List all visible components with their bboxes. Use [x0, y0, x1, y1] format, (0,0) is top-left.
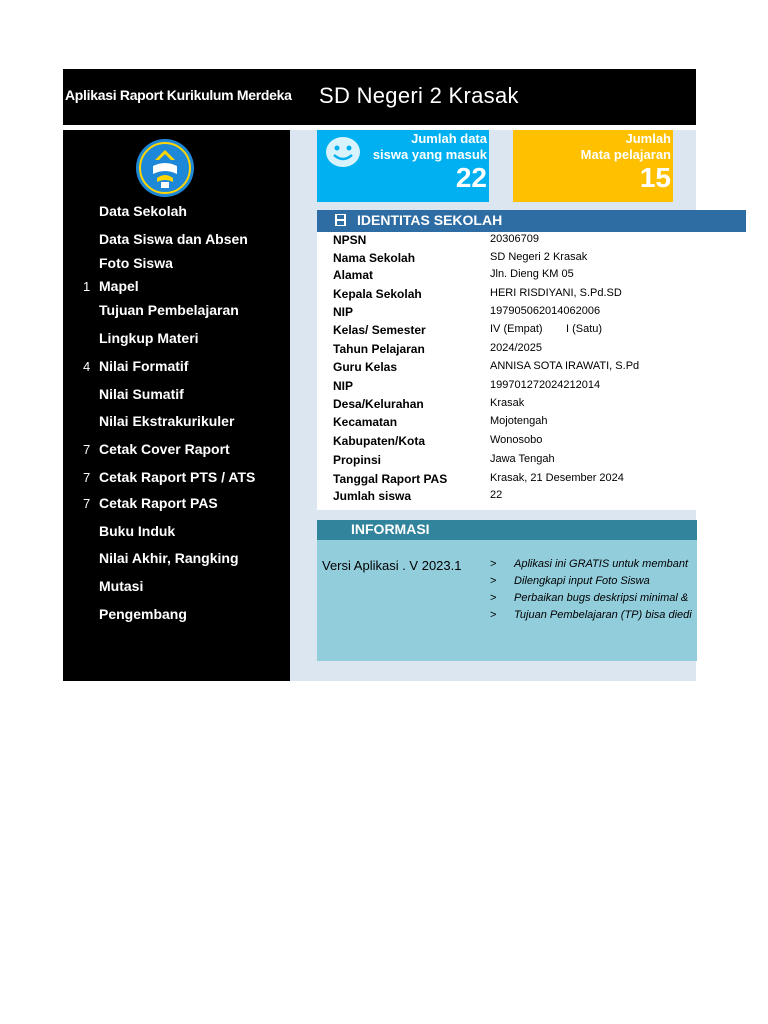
menu-lingkup-materi[interactable]: [83, 330, 199, 346]
menu-label: Nilai Formatif: [99, 358, 189, 374]
mapel-icon: 1: [83, 278, 91, 294]
menu-nilai-formatif[interactable]: [83, 358, 188, 374]
school-name: SD Negeri 2 Krasak: [319, 83, 519, 108]
info-notes: [490, 558, 696, 628]
card-mapel-line2: Mata pelajaran: [580, 147, 671, 162]
menu-label: Lingkup Materi: [99, 330, 199, 346]
info-note: [490, 609, 692, 621]
row-value: SD Negeri 2 Krasak: [490, 251, 588, 263]
menu-data-sekolah[interactable]: [83, 203, 187, 219]
sidebar-menu: [63, 130, 290, 681]
row-value: 22: [490, 489, 503, 501]
arrow-icon: >: [490, 575, 497, 587]
row-value: 20306709: [490, 233, 539, 245]
identity-row: [333, 397, 733, 415]
menu-label: Cetak Raport PAS: [99, 495, 218, 511]
menu-label: Pengembang: [99, 606, 187, 622]
kelas-value: IV (Empat): [490, 323, 543, 335]
row-label: Kabupaten/Kota: [333, 434, 426, 448]
menu-label: Mutasi: [99, 578, 144, 594]
identity-row: [333, 305, 733, 323]
row-value: 197905062014062006: [490, 305, 601, 317]
arrow-icon: >: [490, 558, 497, 570]
menu-cetak-raport-pts[interactable]: [83, 469, 255, 485]
menu-data-siswa[interactable]: [83, 231, 248, 247]
arrow-icon: >: [490, 592, 497, 604]
card-jumlah-mapel: [513, 130, 673, 202]
row-value: HERI RISDIYANI, S.Pd.SD: [490, 287, 622, 299]
menu-mutasi[interactable]: [83, 578, 143, 594]
row-label: Kepala Sekolah: [333, 287, 422, 301]
info-note: [490, 592, 688, 604]
note-text: Dilengkapi input Foto Siswa: [514, 575, 650, 587]
print-icon: 7: [83, 441, 91, 457]
menu-label: Nilai Akhir, Rangking: [99, 550, 239, 566]
identity-row: [333, 453, 733, 471]
row-label: Guru Kelas: [333, 360, 398, 374]
identity-row: [333, 233, 733, 251]
menu-label: Mapel: [99, 278, 139, 294]
menu-cetak-raport-pas[interactable]: [83, 495, 218, 511]
card-mapel-line1: Jumlah: [625, 131, 671, 146]
menu-cetak-cover-raport[interactable]: [83, 441, 230, 457]
row-label: Jumlah siswa: [333, 489, 412, 503]
row-value: Mojotengah: [490, 415, 548, 427]
row-value: ANNISA SOTA IRAWATI, S.Pd: [490, 360, 640, 372]
menu-label: Buku Induk: [99, 523, 176, 539]
row-label: Propinsi: [333, 453, 382, 467]
row-label: NPSN: [333, 233, 367, 247]
row-label: Kelas/ Semester: [333, 323, 426, 337]
identity-row: [333, 489, 733, 507]
row-label: Desa/Kelurahan: [333, 397, 424, 411]
identity-row: [333, 379, 733, 397]
smiley-icon: [325, 136, 361, 168]
menu-label: Foto Siswa: [99, 255, 173, 271]
info-note: [490, 558, 688, 570]
menu-tujuan-pembelajaran[interactable]: [83, 302, 239, 318]
row-label: NIP: [333, 305, 354, 319]
identity-header: [317, 210, 746, 232]
identity-row: [333, 342, 733, 360]
identity-row: [333, 287, 733, 305]
arrow-icon: >: [490, 609, 497, 621]
identity-title: IDENTITAS SEKOLAH: [357, 212, 503, 228]
semester-value: I (Satu): [566, 323, 603, 335]
menu-mapel[interactable]: [83, 278, 139, 294]
row-label: NIP: [333, 379, 354, 393]
identity-row: [333, 268, 733, 286]
row-value: 2024/2025: [490, 342, 542, 354]
row-value: 199701272024212014: [490, 379, 601, 391]
identity-row: [333, 415, 733, 433]
row-label: Kecamatan: [333, 415, 398, 429]
row-value: Krasak: [490, 397, 525, 409]
row-label: Nama Sekolah: [333, 251, 416, 265]
print-icon: 7: [83, 495, 91, 511]
row-label: Tahun Pelajaran: [333, 342, 425, 356]
menu-label: Cetak Raport PTS / ATS: [99, 469, 256, 485]
card-siswa-line1: Jumlah data: [411, 131, 487, 146]
note-text: Aplikasi ini GRATIS untuk membant: [514, 558, 689, 570]
identity-row: [333, 472, 733, 490]
info-title: INFORMASI: [351, 521, 430, 537]
card-mapel-value: 15: [639, 162, 671, 193]
menu-label: Cetak Cover Raport: [99, 441, 230, 457]
save-icon: [335, 214, 346, 226]
menu-pengembang[interactable]: [83, 606, 187, 622]
note-text: Tujuan Pembelajaran (TP) bisa diedi: [514, 609, 692, 621]
identity-row: [333, 434, 733, 452]
row-label: Tanggal Raport PAS: [333, 472, 448, 486]
info-note: [490, 575, 650, 587]
print-icon: 7: [83, 469, 91, 485]
row-value: Wonosobo: [490, 434, 543, 446]
identity-row: [333, 323, 733, 341]
menu-label: Data Siswa dan Absen: [99, 231, 248, 247]
menu-foto-siswa[interactable]: [83, 255, 173, 271]
formatif-icon: 4: [83, 358, 91, 374]
app-version: Versi Aplikasi . V 2023.1: [322, 558, 462, 573]
identity-row: [333, 251, 733, 269]
menu-label: Nilai Sumatif: [99, 386, 184, 402]
card-siswa-value: 22: [455, 162, 487, 193]
card-jumlah-siswa: [317, 130, 489, 202]
menu-label: Tujuan Pembelajaran: [99, 302, 239, 318]
menu-buku-induk[interactable]: [83, 523, 175, 539]
menu-label: Data Sekolah: [99, 203, 187, 219]
menu-label: Nilai Ekstrakurikuler: [99, 413, 235, 429]
row-value: [490, 323, 603, 335]
identity-row: [333, 360, 733, 378]
menu-nilai-ekstrakurikuler[interactable]: [83, 413, 234, 429]
row-label: Alamat: [333, 268, 374, 282]
menu-nilai-akhir[interactable]: [83, 550, 239, 566]
row-value: Jawa Tengah: [490, 453, 555, 465]
tut-wuri-handayani-logo: [135, 138, 195, 198]
row-value: Krasak, 21 Desember 2024: [490, 472, 624, 484]
app-title: Aplikasi Raport Kurikulum Merdeka: [65, 87, 292, 103]
row-value: Jln. Dieng KM 05: [490, 268, 574, 280]
card-siswa-line2: siswa yang masuk: [372, 147, 487, 162]
info-header: [317, 520, 697, 540]
menu-nilai-sumatif[interactable]: [83, 386, 184, 402]
app-header: [63, 69, 696, 125]
note-text: Perbaikan bugs deskripsi minimal &: [514, 592, 689, 604]
